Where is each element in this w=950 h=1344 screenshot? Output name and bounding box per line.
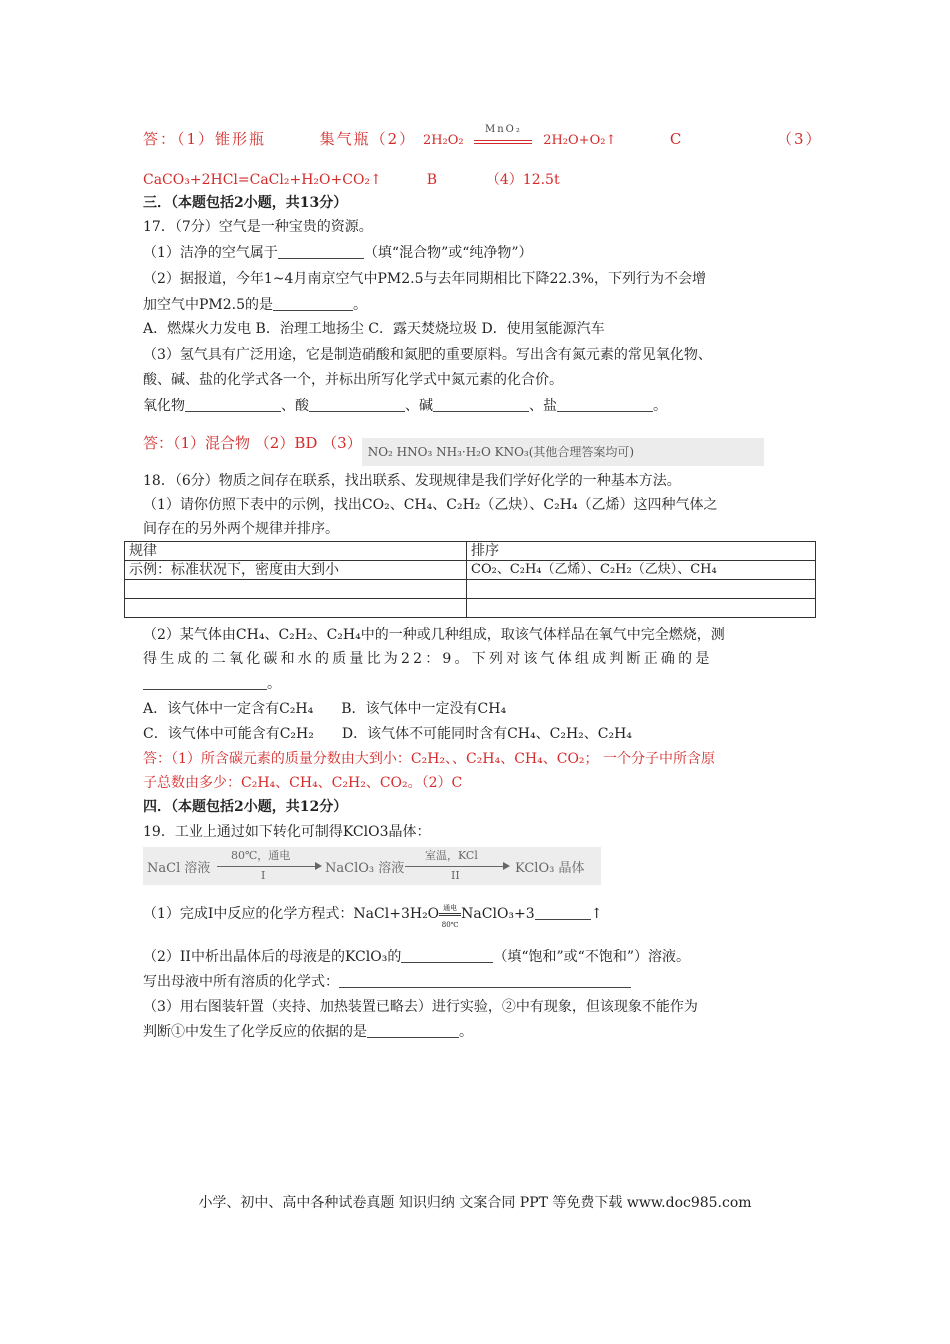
q18-part2-end: 。 bbox=[267, 676, 281, 692]
q16-choice-c: C bbox=[669, 130, 684, 148]
q17-answer-text: 答：（1）混合物 （2）BD （3） bbox=[143, 434, 362, 452]
q19-blank-2[interactable] bbox=[401, 948, 493, 963]
q18-part1-line-a: （1）请你仿照下表中的示例，找出CO₂、CH₄、C₂H₂（乙炔）、C₂H₄（乙烯）这四种气体之 bbox=[143, 497, 718, 513]
q16-choice-b: B bbox=[426, 172, 437, 188]
table-row[interactable] bbox=[125, 580, 816, 599]
q16-answer-part2: 集气瓶（2） bbox=[319, 130, 417, 148]
q16-answer-part1: 答：（1）锥形瓶 bbox=[143, 130, 267, 148]
section-4-title: 四．（本题包括2小题，共12分） bbox=[143, 799, 348, 815]
q17-salt-label: 、盐 bbox=[529, 398, 557, 414]
q16-answer-part3: （3） bbox=[776, 130, 823, 148]
catalyst-label: MnO₂ bbox=[484, 124, 522, 135]
q17-part2-tail: 。 bbox=[353, 297, 368, 313]
q19-part3-text: 判断①中发生了化学反应的依据的是 bbox=[143, 1024, 367, 1040]
q18-answer-line-b: 子总数由多少：C₂H₄、CH₄、C₂H₂、CO₂。（2）C bbox=[143, 775, 463, 791]
flow-step-1: I bbox=[261, 869, 266, 882]
q18-option-b: B．该气体中一定没有CH₄ bbox=[341, 701, 507, 717]
table-header-rule: 规律 bbox=[125, 542, 467, 561]
q16-answer-part4: （4）12.5t bbox=[485, 172, 560, 188]
q19-part3-line-b bbox=[143, 1022, 473, 1042]
q17-salt-blank[interactable] bbox=[557, 397, 653, 412]
table-header-order: 排序 bbox=[467, 542, 816, 561]
flow-mid: NaClO₃ 溶液 bbox=[325, 861, 405, 876]
q18-options-ab bbox=[143, 699, 506, 719]
q19-condition-bottom: 80℃ bbox=[441, 921, 459, 929]
q16-equation-caco3: CaCO₃+2HCl=CaCl₂+H₂O+CO₂↑ bbox=[143, 172, 382, 188]
q17-acid-label: 、酸 bbox=[281, 398, 309, 414]
q19-part2-text: （2）II中析出晶体后的母液是的KClO₃的 bbox=[143, 949, 402, 965]
q18-option-c: C．该气体中可能含有C₂H₂ bbox=[143, 726, 314, 742]
q19-part3-line-a: （3）用右图装轩置（夹持、加热装置已略去）进行实验，②中有现象，但该现象不能作为 bbox=[143, 999, 698, 1015]
q19-part1-product: NaClO₃+3 bbox=[461, 906, 535, 922]
q18-stem: 18．（6分）物质之间存在联系，找出联系、发现规律是我们学好化学的一种基本方法。 bbox=[143, 473, 681, 489]
q19-part2-tail: （填“饱和”或“不饱和”）溶液。 bbox=[493, 949, 690, 965]
conversion-flow-diagram bbox=[143, 847, 601, 885]
catalyst-condition bbox=[474, 124, 532, 144]
q18-part2-line-c bbox=[143, 674, 281, 694]
q17-blank-1[interactable] bbox=[278, 244, 364, 259]
q17-blank-2[interactable] bbox=[273, 296, 353, 311]
q19-part1-text: （1）完成I中反应的化学方程式：NaCl+3H₂O bbox=[143, 906, 440, 922]
q17-part2-text: 加空气中PM2.5的是 bbox=[143, 297, 274, 313]
q18-option-d: D．该气体不可能同时含有CH₄、C₂H₂、C₂H₄ bbox=[341, 726, 632, 742]
q17-acid-blank[interactable] bbox=[309, 397, 405, 412]
q19-part2-line-b bbox=[143, 972, 631, 992]
table-cell: CO₂、C₂H₄（乙烯）、C₂H₂（乙炔）、CH₄ bbox=[467, 561, 816, 580]
table-cell[interactable] bbox=[125, 580, 467, 599]
q17-fill-end: 。 bbox=[653, 398, 667, 414]
page-footer: 小学、初中、高中各种试卷真题 知识归纳 文案合同 PPT 等免费下载 www.doc985.com bbox=[198, 1195, 752, 1211]
q17-fill-line bbox=[143, 396, 667, 416]
q19-condition bbox=[439, 904, 461, 929]
q19-part1 bbox=[143, 904, 603, 929]
table-row[interactable] bbox=[125, 599, 816, 618]
q17-oxide-label: 氧化物 bbox=[143, 398, 185, 414]
q18-option-a: A．该气体中一定含有C₂H₄ bbox=[143, 701, 314, 717]
q16-product: 2H₂O+O₂↑ bbox=[543, 133, 617, 148]
table-cell: 示例：标准状况下，密度由大到小 bbox=[125, 561, 467, 580]
q19-part2-b-text: 写出母液中所有溶质的化学式： bbox=[143, 974, 339, 990]
q17-stem: 17．（7分）空气是一种宝贵的资源。 bbox=[143, 219, 373, 235]
q19-blank-1[interactable] bbox=[535, 905, 591, 920]
q16-answer-line-2 bbox=[143, 170, 560, 190]
q17-base-blank[interactable] bbox=[433, 397, 529, 412]
rules-table bbox=[124, 541, 816, 618]
q19-part3-end: 。 bbox=[459, 1024, 473, 1040]
q19-blank-4[interactable] bbox=[367, 1023, 459, 1038]
table-row bbox=[125, 561, 816, 580]
q16-answer-line-1 bbox=[143, 124, 823, 151]
q17-part3-line-b: 酸、碱、盐的化学式各一个，并标出所写化学式中氮元素的化合价。 bbox=[143, 372, 563, 388]
q16-reactant: 2H₂O₂ bbox=[422, 133, 464, 148]
q18-part2-line-a: （2）某气体由CH₄、C₂H₂、C₂H₄中的一种或几种组成，取该气体样品在氧气中完全燃烧，测 bbox=[143, 627, 725, 643]
flow-condition-2: 室温，KCl bbox=[425, 849, 478, 862]
q17-part2-line-a: （2）据报道，今年1~4月南京空气中PM2.5与去年同期相比下降22.3%，下列行为不会增 bbox=[143, 271, 706, 287]
q19-condition-top: 通电 bbox=[443, 904, 458, 912]
q17-options: A．燃煤火力发电 B．治理工地扬尘 C．露天焚烧垃圾 D．使用氢能源汽车 bbox=[143, 321, 605, 337]
q17-answer bbox=[143, 433, 764, 466]
q18-answer-line-a: 答：（1）所含碳元素的质量分数由大到小：C₂H₂、、C₂H₄、CH₄、CO₂； 一个分子中所含原 bbox=[143, 751, 715, 767]
table-cell[interactable] bbox=[467, 580, 816, 599]
q18-part1-line-b: 间存在的另外两个规律并排序。 bbox=[143, 521, 339, 537]
q17-part2-line-b bbox=[143, 295, 367, 315]
q17-base-label: 、碱 bbox=[405, 398, 433, 414]
table-cell[interactable] bbox=[125, 599, 467, 618]
q19-part1-end: ↑ bbox=[590, 906, 603, 922]
q17-part1-text: （1）洁净的空气属于 bbox=[143, 245, 278, 261]
q18-options-cd bbox=[143, 724, 632, 744]
q18-part2-line-b: 得生成的二氧化碳和水的质量比为22：9。下列对该气体组成判断正确的是 bbox=[143, 651, 713, 667]
section-3-title: 三．（本题包括2小题，共13分） bbox=[143, 195, 348, 211]
q18-blank[interactable] bbox=[143, 675, 267, 690]
q17-part1 bbox=[143, 243, 533, 263]
q19-blank-3[interactable] bbox=[339, 973, 631, 988]
table-header-row bbox=[125, 542, 816, 561]
flow-end: KClO₃ 晶体 bbox=[515, 861, 585, 876]
flow-step-2: II bbox=[451, 869, 460, 882]
q17-part3-line-a: （3）氢气具有广泛用途，它是制造硝酸和氮肥的重要原料。写出含有氮元素的常见氧化物、 bbox=[143, 347, 712, 363]
q17-answer-formulas: NO₂ HNO₃ NH₃·H₂O KNO₃(其他合理答案均可) bbox=[362, 438, 764, 466]
q19-stem: 19．工业上通过如下转化可制得KClO3晶体： bbox=[143, 824, 431, 840]
table-cell[interactable] bbox=[467, 599, 816, 618]
flow-start: NaCl 溶液 bbox=[147, 861, 211, 876]
flow-condition-1: 80℃，通电 bbox=[231, 849, 291, 862]
q19-part2-line-a bbox=[143, 947, 690, 967]
q17-oxide-blank[interactable] bbox=[185, 397, 281, 412]
q17-part1-tail: （填“混合物”或“纯净物”） bbox=[363, 245, 533, 261]
